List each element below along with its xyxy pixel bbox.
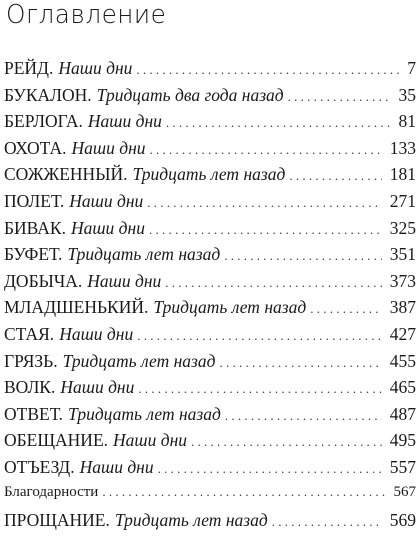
dot-leader: [165, 275, 381, 291]
toc-entry-title: БЕРЛОГА.: [4, 111, 83, 132]
toc-entry-page-number: 7: [407, 58, 416, 78]
toc-entry[interactable]: [4, 457, 416, 484]
toc-entry-page-number: 271: [389, 190, 416, 211]
dot-leader: [149, 222, 382, 238]
toc-entry-title: ДОБЫЧА.: [4, 270, 83, 291]
dot-leader: [310, 301, 382, 317]
dot-leader: [191, 434, 382, 450]
toc-entry-subtitle: Тридцать лет назад: [132, 164, 286, 185]
toc-entry-page-number: 487: [389, 403, 416, 424]
toc-entry-subtitle: Тридцать лет назад: [153, 297, 307, 318]
table-of-contents: [4, 58, 416, 537]
toc-entry[interactable]: [4, 85, 416, 112]
toc-entry[interactable]: [4, 430, 416, 457]
dot-leader: [289, 168, 381, 184]
toc-entry-subtitle: Наши дни: [69, 190, 144, 211]
dot-leader: [272, 514, 382, 530]
toc-entry-title: ПРОЩАНИЕ.: [4, 510, 110, 531]
toc-entry-title: ГРЯЗЬ.: [4, 350, 58, 371]
toc-entry-subtitle: Наши дни: [87, 270, 162, 291]
toc-entry[interactable]: [4, 377, 416, 404]
toc-entry[interactable]: [4, 138, 416, 165]
toc-entry[interactable]: [4, 484, 416, 511]
toc-entry[interactable]: [4, 191, 416, 218]
toc-entry-page-number: 495: [389, 430, 416, 451]
page-title: Оглавление: [6, 0, 167, 30]
toc-entry-subtitle: Наши дни: [70, 217, 145, 238]
toc-entry-page-number: 465: [389, 377, 416, 398]
toc-entry-title: СТАЯ.: [4, 323, 55, 344]
toc-entry-title: Благодарности: [4, 483, 99, 500]
toc-entry[interactable]: [4, 164, 416, 191]
toc-entry[interactable]: [4, 351, 416, 378]
toc-entry-subtitle: Наши дни: [58, 58, 133, 78]
toc-entry-page-number: 569: [389, 510, 416, 531]
toc-entry[interactable]: [4, 111, 416, 138]
toc-entry[interactable]: [4, 244, 416, 271]
toc-entry-subtitle: Тридцать лет назад: [67, 244, 221, 265]
toc-entry-subtitle: Наши дни: [60, 377, 135, 398]
toc-entry-subtitle: Тридцать два года назад: [96, 84, 284, 105]
toc-entry-subtitle: Наши дни: [71, 137, 146, 158]
toc-entry-page-number: 373: [389, 270, 416, 291]
toc-entry-page-number: 455: [389, 350, 416, 371]
toc-entry-page-number: 133: [389, 137, 416, 158]
toc-entry[interactable]: [4, 324, 416, 351]
dot-leader: [102, 484, 385, 500]
toc-entry-title: ВОЛК.: [4, 377, 56, 398]
dot-leader: [288, 89, 391, 105]
toc-entry-subtitle: Наши дни: [79, 456, 154, 477]
toc-entry-subtitle: Тридцать лет назад: [114, 510, 268, 531]
dot-leader: [137, 328, 382, 344]
toc-entry-page-number: 35: [398, 84, 416, 105]
toc-entry-subtitle: Тридцать лет назад: [62, 350, 216, 371]
toc-entry-title: ОХОТА.: [4, 137, 67, 158]
toc-entry[interactable]: [4, 297, 416, 324]
toc-entry-title: БУФЕТ.: [4, 244, 63, 265]
toc-entry-page-number: 81: [398, 111, 416, 132]
toc-entry-page-number: 181: [389, 164, 416, 185]
toc-entry-subtitle: Наши дни: [87, 111, 162, 132]
toc-entry-title: РЕЙД.: [4, 58, 54, 78]
toc-entry-page-number: 567: [393, 483, 416, 500]
dot-leader: [147, 195, 381, 211]
dot-leader: [219, 355, 381, 371]
toc-entry[interactable]: [4, 218, 416, 245]
dot-leader: [225, 408, 382, 424]
dot-leader: [166, 115, 391, 131]
toc-entry-subtitle: Наши дни: [59, 323, 134, 344]
toc-entry-title: СОЖЖЕННЫЙ.: [4, 164, 128, 185]
dot-leader: [138, 381, 381, 397]
toc-entry-title: БУКАЛОН.: [4, 84, 92, 105]
toc-entry-page-number: 557: [389, 456, 416, 477]
toc-entry-page-number: 351: [389, 244, 416, 265]
toc-entry-subtitle: Наши дни: [113, 430, 188, 451]
toc-entry[interactable]: [4, 271, 416, 298]
dot-leader: [136, 62, 399, 78]
toc-entry-subtitle: Тридцать лет назад: [68, 403, 221, 424]
dot-leader: [224, 248, 382, 264]
toc-entry-title: ПОЛЕТ.: [4, 190, 65, 211]
dot-leader: [150, 142, 382, 158]
toc-entry-title: ОТВЕТ.: [4, 403, 64, 424]
toc-entry-page-number: 325: [389, 217, 416, 238]
toc-entry-page-number: 387: [389, 297, 416, 318]
toc-entry-page-number: 427: [389, 323, 416, 344]
toc-entry[interactable]: [4, 404, 416, 431]
toc-entry-title: БИВАК.: [4, 217, 66, 238]
toc-entry-title: ОТЪЕЗД.: [4, 456, 75, 477]
toc-entry-title: ОБЕЩАНИЕ.: [4, 430, 109, 451]
toc-entry[interactable]: [4, 58, 416, 85]
toc-entry[interactable]: [4, 510, 416, 537]
dot-leader: [158, 461, 382, 477]
toc-entry-title: МЛАДШЕНЬКИЙ.: [4, 297, 149, 318]
